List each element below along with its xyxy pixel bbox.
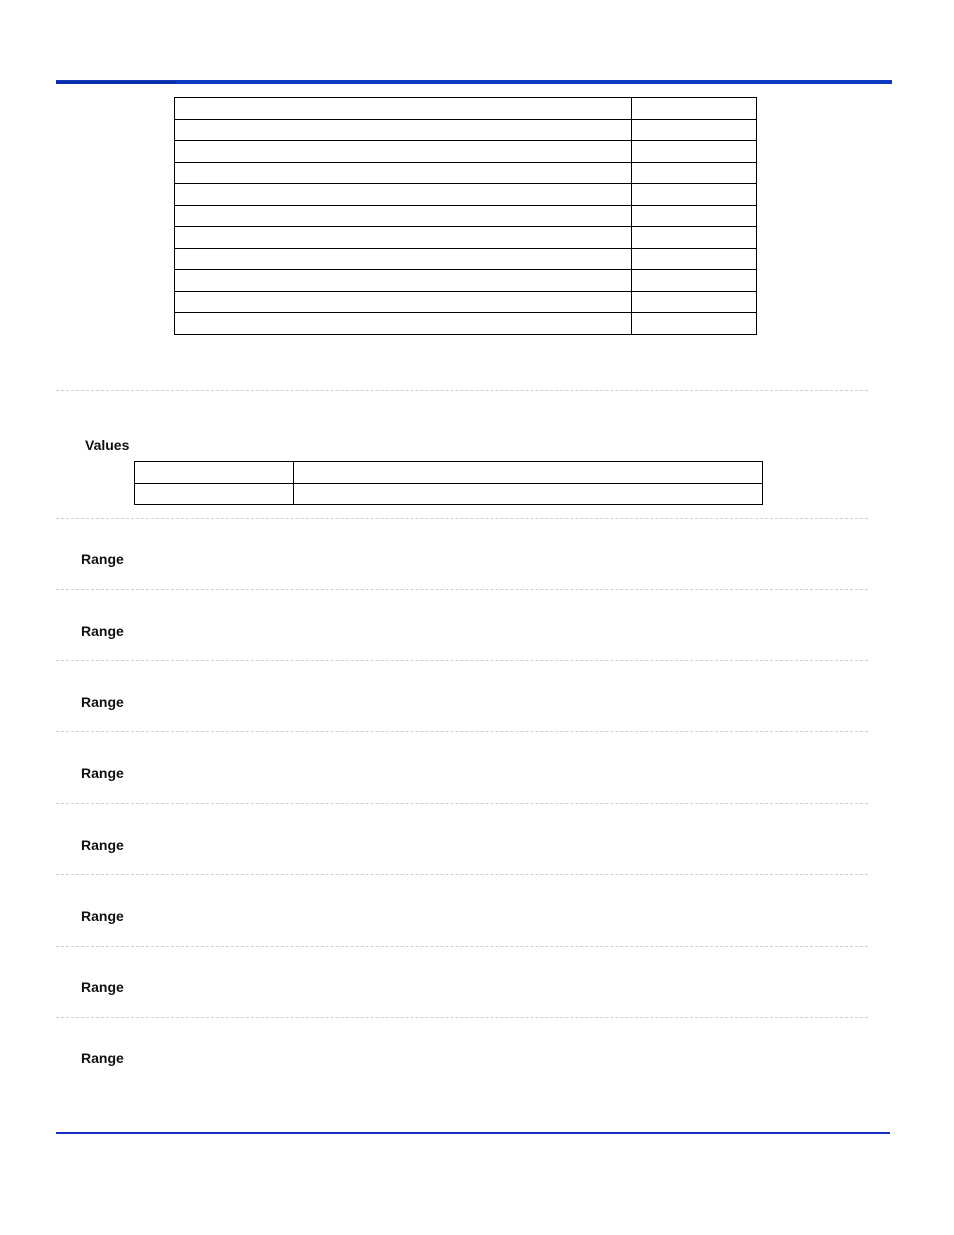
section-divider <box>56 803 868 804</box>
footer-rule <box>56 1132 890 1134</box>
range-heading: Range <box>81 694 124 710</box>
table-row <box>175 270 757 292</box>
table-row <box>135 483 763 505</box>
range-heading: Range <box>81 908 124 924</box>
range-heading: Range <box>81 551 124 567</box>
table-row <box>175 141 757 163</box>
table-cell <box>632 291 757 313</box>
table-cell <box>175 141 632 163</box>
section-divider <box>56 731 868 732</box>
section-divider <box>56 660 868 661</box>
section-divider <box>56 518 868 519</box>
table-cell <box>632 248 757 270</box>
table-cell <box>632 98 757 120</box>
table-cell <box>293 462 762 484</box>
section-divider <box>56 874 868 875</box>
table-row <box>175 184 757 206</box>
values-heading: Values <box>85 437 130 453</box>
table-cell <box>632 270 757 292</box>
table-cell <box>632 119 757 141</box>
table-cell <box>293 483 762 505</box>
section-divider <box>56 589 868 590</box>
table-cell <box>175 248 632 270</box>
table-row <box>175 205 757 227</box>
table-cell <box>135 462 294 484</box>
section-divider <box>56 390 868 391</box>
table-row <box>135 462 763 484</box>
section-divider <box>56 1017 868 1018</box>
table-row <box>175 227 757 249</box>
table-cell <box>175 98 632 120</box>
table-cell <box>175 227 632 249</box>
table-cell <box>135 483 294 505</box>
table-cell <box>632 141 757 163</box>
range-heading: Range <box>81 765 124 781</box>
table-row <box>175 313 757 335</box>
table-cell <box>175 205 632 227</box>
range-heading: Range <box>81 623 124 639</box>
range-heading: Range <box>81 1050 124 1066</box>
table-cell <box>175 184 632 206</box>
table-cell <box>175 119 632 141</box>
table-cell <box>632 184 757 206</box>
table-row <box>175 248 757 270</box>
table-cell <box>175 162 632 184</box>
table-cell <box>175 313 632 335</box>
table-cell <box>632 205 757 227</box>
table-cell <box>175 270 632 292</box>
table-row <box>175 291 757 313</box>
header-rule <box>56 80 892 84</box>
range-heading: Range <box>81 979 124 995</box>
table-cell <box>632 162 757 184</box>
table-row <box>175 119 757 141</box>
table-cell <box>632 313 757 335</box>
values-table <box>134 461 763 505</box>
range-heading: Range <box>81 837 124 853</box>
table-row <box>175 98 757 120</box>
table-cell <box>632 227 757 249</box>
section-divider <box>56 946 868 947</box>
table-cell <box>175 291 632 313</box>
table-row <box>175 162 757 184</box>
parameter-table <box>174 97 757 335</box>
